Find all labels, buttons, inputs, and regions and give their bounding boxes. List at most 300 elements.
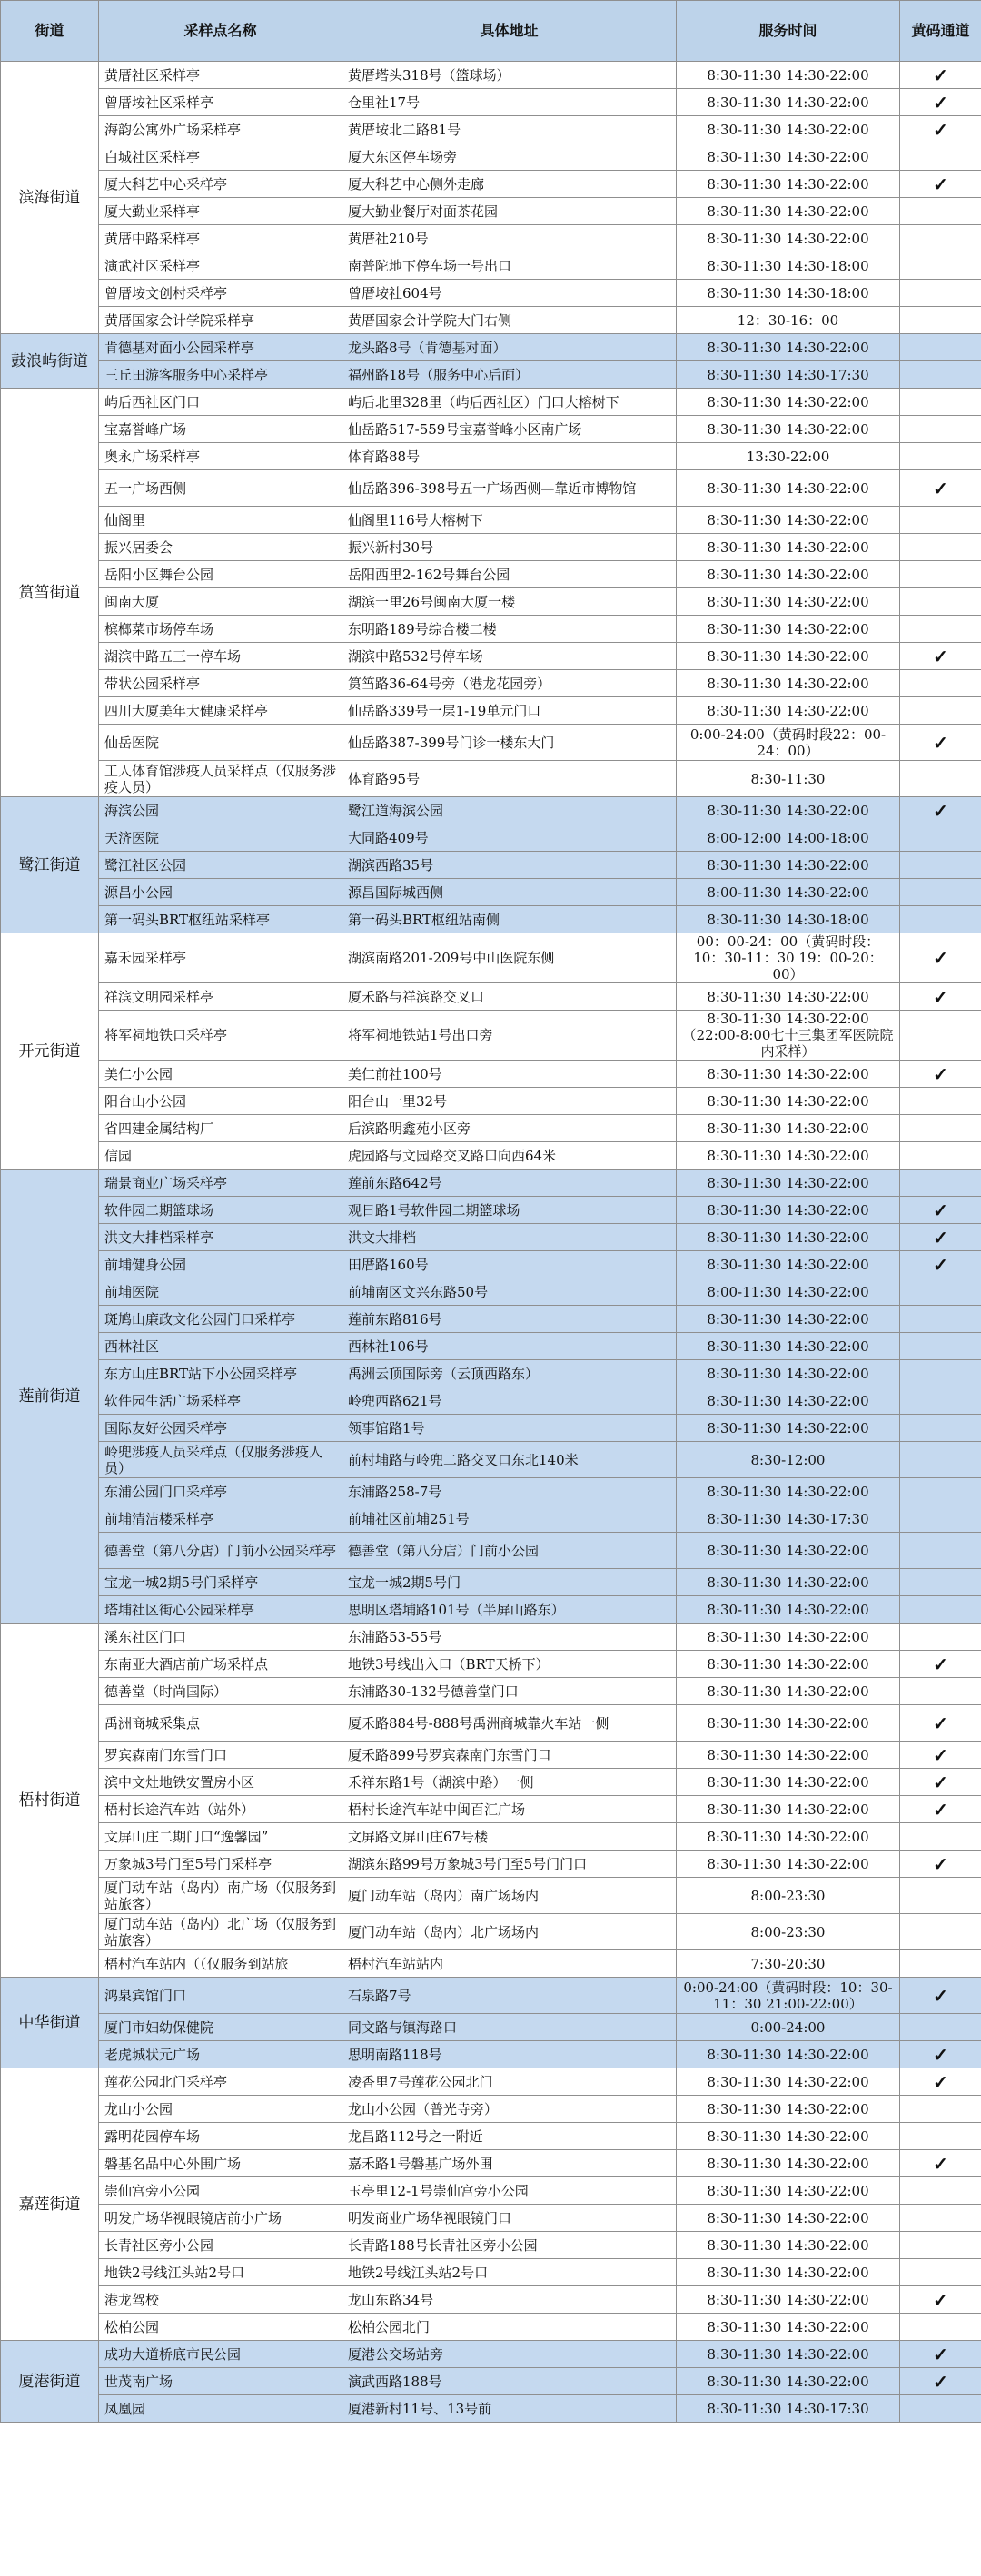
site-address: 湖滨中路532号停车场 [342,643,677,670]
table-row [1,2096,981,2123]
site-address: 仙岳路339号一层1-19单元门口 [342,697,677,725]
table-row [1,852,981,879]
site-address: 将军祠地铁站1号出口旁 [342,1011,677,1061]
site-name: 嘉禾园采样亭 [99,933,342,983]
yellow-code-empty [900,2314,981,2341]
district-name: 莲前街道 [1,1170,99,1624]
site-address: 前埔南区文兴东路50号 [342,1278,677,1306]
site-address: 厦港公交场站旁 [342,2341,677,2368]
table-row [1,2177,981,2205]
table-row [1,1950,981,1978]
service-time: 0:00-24:00（黄码时段：10：30-11：30 21:00-22:00） [677,1978,900,2014]
site-name: 禹洲商城采集点 [99,1705,342,1742]
table-row [1,1115,981,1142]
table-row [1,1197,981,1224]
site-name: 黄厝国家会计学院采样亭 [99,307,342,334]
site-name: 将军祠地铁口采样亭 [99,1011,342,1061]
service-time: 8:30-11:30 14:30-22:00 [677,1823,900,1851]
table-row [1,1505,981,1533]
site-address: 湖滨南路201-209号中山医院东侧 [342,933,677,983]
yellow-code-empty [900,225,981,252]
table-row [1,2286,981,2314]
site-name: 工人体育馆涉疫人员采样点（仅服务涉疫人员） [99,761,342,797]
service-time: 8:30-11:30 14:30-22:00 [677,1333,900,1360]
site-address: 体育路88号 [342,443,677,470]
table-row [1,983,981,1011]
site-name: 龙山小公园 [99,2096,342,2123]
site-address: 前村埔路与岭兜二路交叉口东北140米 [342,1442,677,1478]
service-time: 8:30-11:30 14:30-22:00 [677,1651,900,1678]
site-address: 玉亭里12-1号崇仙宫旁小公园 [342,2177,677,2205]
yellow-code-empty [900,1170,981,1197]
site-name: 东方山庄BRT站下小公园采样亭 [99,1360,342,1387]
site-address: 美仁前社100号 [342,1061,677,1088]
site-name: 槟榔菜市场停车场 [99,616,342,643]
service-time: 8:00-23:30 [677,1914,900,1950]
table-row [1,1387,981,1415]
site-address: 源昌国际城西侧 [342,879,677,906]
site-address: 演武西路188号 [342,2368,677,2395]
site-name: 长青社区旁小公园 [99,2232,342,2259]
table-row [1,670,981,697]
site-address: 东浦路258-7号 [342,1478,677,1505]
table-row [1,797,981,824]
site-name: 前埔医院 [99,1278,342,1306]
site-address: 思明南路118号 [342,2041,677,2068]
site-address: 屿后北里328里（屿后西社区）门口大榕树下 [342,389,677,416]
service-time: 8:30-12:00 [677,1442,900,1478]
table-row [1,361,981,389]
site-name: 前埔清洁楼采样亭 [99,1505,342,1533]
yellow-code-empty [900,2232,981,2259]
site-address: 厦门动车站（岛内）北广场场内 [342,1914,677,1950]
check-mark-icon: ✓ [900,1224,981,1251]
site-address: 大同路409号 [342,824,677,852]
table-row [1,1011,981,1061]
site-name: 海韵公寓外广场采样亭 [99,116,342,143]
check-mark-icon: ✓ [900,2041,981,2068]
table-row [1,225,981,252]
site-name: 老虎城状元广场 [99,2041,342,2068]
site-address: 德善堂（第八分店）门前小公园 [342,1533,677,1569]
table-row [1,2259,981,2286]
site-name: 省四建金属结构厂 [99,1115,342,1142]
service-time: 8:30-11:30 14:30-22:00 [677,1142,900,1170]
check-mark-icon: ✓ [900,1651,981,1678]
site-address: 明发商业广场华视眼镜门口 [342,2205,677,2232]
table-row [1,1415,981,1442]
table-row [1,933,981,983]
service-time: 8:30-11:30 14:30-22:00 [677,2232,900,2259]
yellow-code-empty [900,1278,981,1306]
table-row [1,198,981,225]
district-name: 嘉莲街道 [1,2068,99,2341]
site-address: 岭兜西路621号 [342,1387,677,1415]
service-time: 8:30-11:30 14:30-22:00 [677,643,900,670]
site-address: 思明区塔埔路101号（半屏山路东） [342,1596,677,1624]
service-time: 0:00-24:00（黄码时段22：00-24：00） [677,725,900,761]
table-row [1,1224,981,1251]
header-site-name: 采样点名称 [99,1,342,62]
table-row [1,2314,981,2341]
yellow-code-empty [900,1914,981,1950]
service-time: 8:30-11:30 14:30-22:00 [677,2068,900,2096]
site-address: 鹭江道海滨公园 [342,797,677,824]
table-row [1,2232,981,2259]
site-name: 溪东社区门口 [99,1624,342,1651]
yellow-code-empty [900,1678,981,1705]
site-name: 德善堂（时尚国际） [99,1678,342,1705]
site-name: 软件园二期篮球场 [99,1197,342,1224]
site-address: 田厝路160号 [342,1251,677,1278]
yellow-code-empty [900,1878,981,1914]
yellow-code-empty [900,1306,981,1333]
table-row [1,725,981,761]
yellow-code-empty [900,1088,981,1115]
site-name: 万象城3号门至5号门采样亭 [99,1851,342,1878]
table-row [1,507,981,534]
table-row [1,307,981,334]
service-time: 8:30-11:30 14:30-22:00 [677,225,900,252]
site-address: 东浦路30-132号德善堂门口 [342,1678,677,1705]
site-name: 东南亚大酒店前广场采样点 [99,1651,342,1678]
check-mark-icon: ✓ [900,797,981,824]
check-mark-icon: ✓ [900,2286,981,2314]
table-row [1,280,981,307]
site-name: 奥永广场采样亭 [99,443,342,470]
site-address: 禾祥东路1号（湖滨中路）一侧 [342,1769,677,1796]
yellow-code-empty [900,1533,981,1569]
site-name: 美仁小公园 [99,1061,342,1088]
service-time: 8:30-11:30 14:30-22:00 [677,670,900,697]
header-yellow-code: 黄码通道 [900,1,981,62]
table-row [1,143,981,171]
table-row [1,616,981,643]
district-name: 梧村街道 [1,1624,99,1978]
table-row [1,2150,981,2177]
site-name: 凤凰园 [99,2395,342,2423]
site-name: 鹭江社区公园 [99,852,342,879]
service-time: 8:30-11:30 14:30-18:00 [677,280,900,307]
table-row [1,2341,981,2368]
site-address: 东浦路53-55号 [342,1624,677,1651]
check-mark-icon: ✓ [900,62,981,89]
table-row [1,1360,981,1387]
table-row [1,116,981,143]
site-address: 厦门动车站（岛内）南广场场内 [342,1878,677,1914]
service-time: 8:30-11:30 14:30-22:00 [677,2123,900,2150]
site-name: 源昌小公园 [99,879,342,906]
site-name: 曾厝垵社区采样亭 [99,89,342,116]
yellow-code-empty [900,824,981,852]
service-time: 8:30-11:30 14:30-22:00 [677,561,900,588]
site-address: 东明路189号综合楼二楼 [342,616,677,643]
site-address: 仙岳路517-559号宝嘉誉峰小区南广场 [342,416,677,443]
service-time: 8:30-11:30 14:30-22:00 [677,143,900,171]
service-time: 8:30-11:30 14:30-22:00 [677,1742,900,1769]
yellow-code-empty [900,1142,981,1170]
yellow-code-empty [900,307,981,334]
service-time: 0:00-24:00 [677,2014,900,2041]
yellow-code-empty [900,2177,981,2205]
service-time: 8:30-11:30 14:30-22:00 [677,198,900,225]
service-time: 8:30-11:30 14:30-22:00 [677,1796,900,1823]
site-address: 厦大勤业餐厅对面茶花园 [342,198,677,225]
site-address: 厦大科艺中心侧外走廊 [342,171,677,198]
service-time: 8:30-11:30 14:30-22:00 [677,852,900,879]
district-name: 滨海街道 [1,62,99,334]
service-time: 8:30-11:30 14:30-22:00 [677,2041,900,2068]
site-address: 龙山东路34号 [342,2286,677,2314]
site-address: 地铁2号线江头站2号口 [342,2259,677,2286]
check-mark-icon: ✓ [900,983,981,1011]
site-name: 曾厝垵文创村采样亭 [99,280,342,307]
table-row [1,1914,981,1950]
site-name: 成功大道桥底市民公园 [99,2341,342,2368]
site-name: 莲花公园北门采样亭 [99,2068,342,2096]
district-name: 中华街道 [1,1978,99,2068]
service-time: 8:30-11:30 14:30-22:00 [677,1678,900,1705]
yellow-code-empty [900,879,981,906]
site-address: 石泉路7号 [342,1978,677,2014]
site-name: 宝龙一城2期5号门采样亭 [99,1569,342,1596]
table-row [1,1769,981,1796]
table-row [1,1533,981,1569]
site-address: 第一码头BRT枢纽站南侧 [342,906,677,933]
site-name: 世茂南广场 [99,2368,342,2395]
yellow-code-empty [900,588,981,616]
yellow-code-empty [900,616,981,643]
service-time: 8:30-11:30 14:30-17:30 [677,361,900,389]
table-row [1,1306,981,1333]
site-address: 龙头路8号（肯德基对面） [342,334,677,361]
district-name: 鹭江街道 [1,797,99,933]
yellow-code-empty [900,1442,981,1478]
service-time: 8:30-11:30 14:30-22:00 [677,2314,900,2341]
site-name: 厦大勤业采样亭 [99,198,342,225]
yellow-code-empty [900,906,981,933]
table-body [1,62,981,2423]
header-address: 具体地址 [342,1,677,62]
yellow-code-empty [900,443,981,470]
table-row [1,1823,981,1851]
service-time: 8:30-11:30 14:30-22:00 [677,616,900,643]
service-time: 8:30-11:30 14:30-22:00 [677,2341,900,2368]
yellow-code-empty [900,334,981,361]
table-header-row [1,1,981,62]
check-mark-icon: ✓ [900,1061,981,1088]
header-service-time: 服务时间 [677,1,900,62]
site-address: 筼筜路36-64号旁（港龙花园旁） [342,670,677,697]
service-time: 8:30-11:30 14:30-18:00 [677,252,900,280]
service-time: 8:30-11:30 14:30-22:00 [677,1387,900,1415]
yellow-code-empty [900,1115,981,1142]
site-name: 港龙驾校 [99,2286,342,2314]
site-name: 滨中文灶地铁安置房小区 [99,1769,342,1796]
site-name: 宝嘉誉峰广场 [99,416,342,443]
site-address: 西林社106号 [342,1333,677,1360]
district-name: 鼓浪屿街道 [1,334,99,389]
district-name: 开元街道 [1,933,99,1170]
yellow-code-empty [900,1569,981,1596]
check-mark-icon: ✓ [900,1851,981,1878]
site-address: 厦禾路与祥滨路交叉口 [342,983,677,1011]
site-name: 阳台山小公园 [99,1088,342,1115]
check-mark-icon: ✓ [900,1251,981,1278]
yellow-code-empty [900,670,981,697]
service-time: 8:30-11:30 14:30-22:00 [677,1851,900,1878]
table-row [1,534,981,561]
table-row [1,2205,981,2232]
table-row [1,1678,981,1705]
site-address: 宝龙一城2期5号门 [342,1569,677,1596]
site-address: 禹洲云顶国际旁（云顶西路东） [342,1360,677,1387]
service-time: 8:30-11:30 14:30-22:00 [677,1088,900,1115]
yellow-code-empty [900,2123,981,2150]
yellow-code-empty [900,507,981,534]
service-time: 8:30-11:30 14:30-22:00 [677,1224,900,1251]
site-address: 莲前东路816号 [342,1306,677,1333]
service-time: 8:30-11:30 14:30-22:00 [677,1360,900,1387]
table-row [1,1569,981,1596]
site-name: 天济医院 [99,824,342,852]
site-address: 后滨路明鑫苑小区旁 [342,1115,677,1142]
service-time: 8:30-11:30 14:30-22:00 [677,1170,900,1197]
site-name: 德善堂（第八分店）门前小公园采样亭 [99,1533,342,1569]
site-address: 黄厝社210号 [342,225,677,252]
site-name: 岳阳小区舞台公园 [99,561,342,588]
yellow-code-empty [900,2014,981,2041]
service-time: 8:30-11:30 14:30-18:00 [677,906,900,933]
site-address: 梧村汽车站站内 [342,1950,677,1978]
site-name: 洪文大排档采样亭 [99,1224,342,1251]
site-address: 仙岳路396-398号五一广场西侧—靠近市博物馆 [342,470,677,507]
service-time: 8:30-11:30 14:30-22:00 [677,470,900,507]
service-time: 8:30-11:30 14:30-22:00 [677,1478,900,1505]
district-name: 筼筜街道 [1,389,99,797]
check-mark-icon: ✓ [900,1705,981,1742]
site-name: 仙岳医院 [99,725,342,761]
site-name: 湖滨中路五三一停车场 [99,643,342,670]
check-mark-icon: ✓ [900,1742,981,1769]
yellow-code-empty [900,1596,981,1624]
yellow-code-empty [900,1950,981,1978]
table-row [1,1333,981,1360]
site-name: 仙阁里 [99,507,342,534]
yellow-code-empty [900,1011,981,1061]
service-time: 8:30-11:30 14:30-22:00 [677,2150,900,2177]
yellow-code-empty [900,1360,981,1387]
table-row [1,1796,981,1823]
check-mark-icon: ✓ [900,1978,981,2014]
site-name: 三丘田游客服务中心采样亭 [99,361,342,389]
service-time: 8:30-11:30 14:30-17:30 [677,2395,900,2423]
yellow-code-empty [900,416,981,443]
table-row [1,1878,981,1914]
yellow-code-empty [900,2259,981,2286]
site-address: 福州路18号（服务中心后面） [342,361,677,389]
site-name: 黄厝中路采样亭 [99,225,342,252]
service-time: 8:30-11:30 14:30-22:00 [677,416,900,443]
service-time: 8:30-11:30 14:30-22:00 [677,1705,900,1742]
site-address: 前埔社区前埔251号 [342,1505,677,1533]
yellow-code-empty [900,534,981,561]
site-name: 国际友好公园采样亭 [99,1415,342,1442]
site-name: 黄厝社区采样亭 [99,62,342,89]
yellow-code-empty [900,389,981,416]
service-time: 8:30-11:30 14:30-22:00 [677,1115,900,1142]
site-name: 崇仙宫旁小公园 [99,2177,342,2205]
table-row [1,416,981,443]
service-time: 8:30-11:30 14:30-22:00 [677,1197,900,1224]
table-row [1,1742,981,1769]
service-time: 8:30-11:30 14:30-22:00 [677,1533,900,1569]
yellow-code-empty [900,198,981,225]
service-time: 12：30-16：00 [677,307,900,334]
site-name: 第一码头BRT枢纽站采样亭 [99,906,342,933]
site-address: 厦大东区停车场旁 [342,143,677,171]
site-name: 梧村汽车站内（（仅服务到站旅 [99,1950,342,1978]
service-time: 8:30-11:30 14:30-22:00 [677,2096,900,2123]
yellow-code-empty [900,280,981,307]
site-address: 曾厝垵社604号 [342,280,677,307]
site-name: 鸿泉宾馆门口 [99,1978,342,2014]
service-time: 8:30-11:30 14:30-22:00 [677,116,900,143]
check-mark-icon: ✓ [900,2068,981,2096]
table-row [1,1442,981,1478]
check-mark-icon: ✓ [900,1769,981,1796]
site-address: 莲前东路642号 [342,1170,677,1197]
site-name: 地铁2号线江头站2号口 [99,2259,342,2286]
check-mark-icon: ✓ [900,89,981,116]
site-name: 厦门动车站（岛内）南广场（仅服务到站旅客） [99,1878,342,1914]
service-time: 8:00-11:30 14:30-22:00 [677,879,900,906]
site-address: 南普陀地下停车场一号出口 [342,252,677,280]
site-address: 厦港新村11号、13号前 [342,2395,677,2423]
check-mark-icon: ✓ [900,725,981,761]
site-name: 闽南大厦 [99,588,342,616]
table-row [1,2068,981,2096]
site-name: 信园 [99,1142,342,1170]
table-row [1,1251,981,1278]
table-row [1,1088,981,1115]
yellow-code-empty [900,561,981,588]
check-mark-icon: ✓ [900,1796,981,1823]
yellow-code-empty [900,1478,981,1505]
yellow-code-empty [900,361,981,389]
site-address: 黄厝塔头318号（篮球场） [342,62,677,89]
table-row [1,906,981,933]
check-mark-icon: ✓ [900,470,981,507]
site-name: 露明花园停车场 [99,2123,342,2150]
site-name: 白城社区采样亭 [99,143,342,171]
check-mark-icon: ✓ [900,1197,981,1224]
site-address: 黄厝垵北二路81号 [342,116,677,143]
service-time: 8:30-11:30 14:30-22:00 [677,983,900,1011]
service-time: 8:30-11:30 14:30-22:00 [677,1769,900,1796]
yellow-code-empty [900,2205,981,2232]
site-name: 演武社区采样亭 [99,252,342,280]
table-row [1,2041,981,2068]
site-address: 体育路95号 [342,761,677,797]
table-row [1,252,981,280]
site-address: 观日路1号软件园二期篮球场 [342,1197,677,1224]
table-row [1,1851,981,1878]
service-time: 8:30-11:30 14:30-22:00 [677,89,900,116]
service-time: 13:30-22:00 [677,443,900,470]
site-address: 厦禾路884号-888号禹洲商城靠火车站一侧 [342,1705,677,1742]
service-time: 8:30-11:30 14:30-22:00 [677,1415,900,1442]
